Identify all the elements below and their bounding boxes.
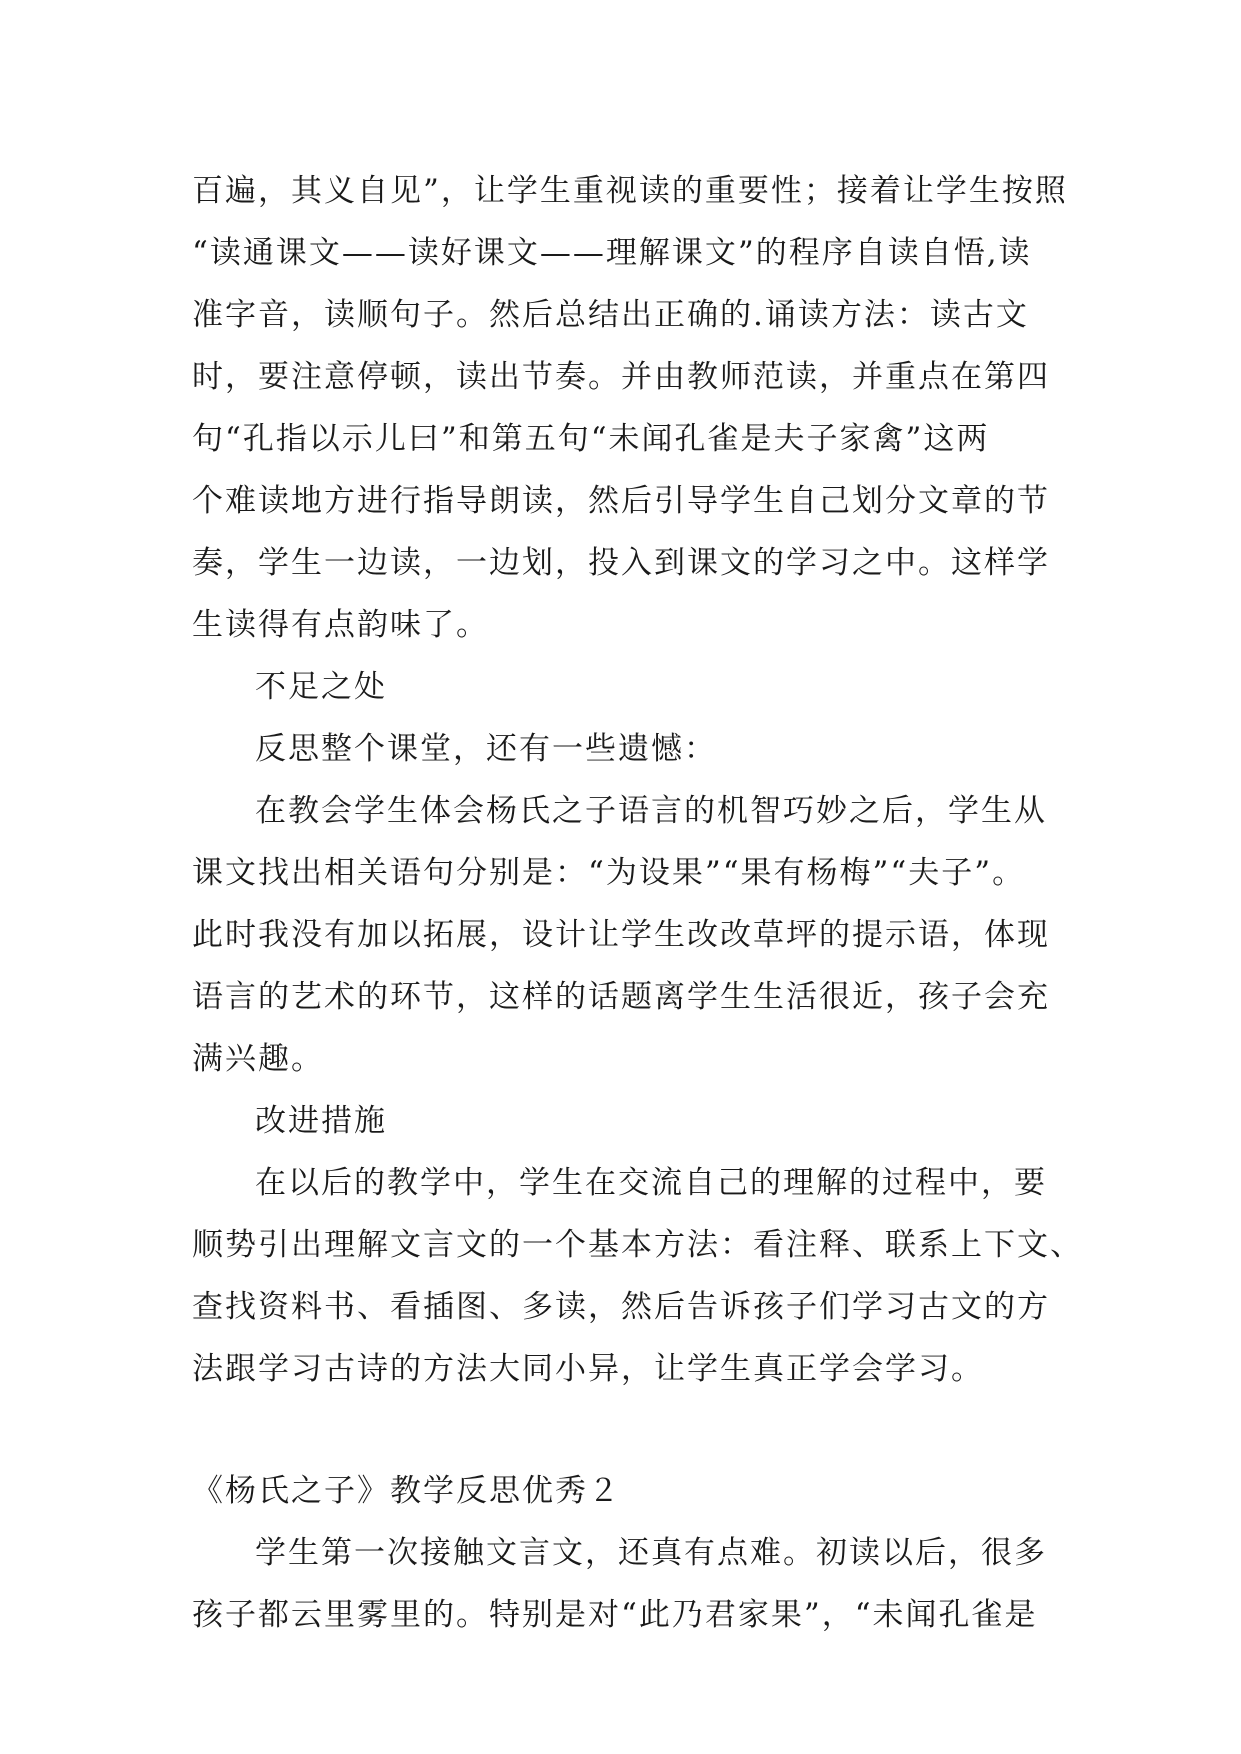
paragraph-line: 此时我没有加以拓展，设计让学生改改草坪的提示语，体现 [192,917,1050,953]
paragraph-line: 语言的艺术的环节，这样的话题离学生生活很近，孩子会充 [192,979,1050,1015]
paragraph-line: 孩子都云里雾里的。特别是对“此乃君家果”，“未闻孔雀是 [192,1597,1038,1633]
paragraph-line: 生读得有点韵味了。 [192,607,489,643]
section-spacer [192,1400,1072,1460]
paragraph-line: 学生第一次接触文言文，还真有点难。初读以后，很多 [255,1535,1047,1571]
paragraph-line: 准字音，读顺句子。然后总结出正确的.诵读方法：读古文 [192,297,1029,333]
paragraph-line: 时，要注意停顿，读出节奏。并由教师范读，并重点在第四 [192,359,1050,395]
section-heading-improvements: 改进措施 [255,1103,387,1139]
paragraph-line: 百遍，其义自见”，让学生重视读的重要性；接着让学生按照 [192,173,1068,209]
paragraph-line: 顺势引出理解文言文的一个基本方法：看注释、联系上下文、 [192,1227,1083,1263]
article-title: 《杨氏之子》教学反思优秀２ [192,1473,621,1509]
paragraph-line: 课文找出相关语句分别是：“为设果”“果有杨梅”“夫子”。 [192,855,1026,891]
document-body [192,160,1083,1646]
paragraph-line: 法跟学习古诗的方法大同小异，让学生真正学会学习。 [192,1351,984,1387]
paragraph-line: 在以后的教学中，学生在交流自己的理解的过程中，要 [255,1165,1047,1201]
reflection-intro: 反思整个课堂，还有一些遗憾： [255,731,717,767]
paragraph-line: 奏，学生一边读，一边划，投入到课文的学习之中。这样学 [192,545,1050,581]
section-heading-shortcomings: 不足之处 [255,669,387,705]
paragraph-line: 查找资料书、看插图、多读，然后告诉孩子们学习古文的方 [192,1289,1050,1325]
paragraph-line: 个难读地方进行指导朗读，然后引导学生自己划分文章的节 [192,483,1050,519]
paragraph-line: “读通课文——读好课文——理解课文”的程序自读自悟,读 [192,235,1032,271]
paragraph-line: 句“孔指以示儿曰”和第五句“未闻孔雀是夫子家禽”这两 [192,421,990,457]
paragraph-line: 在教会学生体会杨氏之子语言的机智巧妙之后，学生从 [255,793,1047,829]
paragraph-line: 满兴趣。 [192,1041,324,1077]
